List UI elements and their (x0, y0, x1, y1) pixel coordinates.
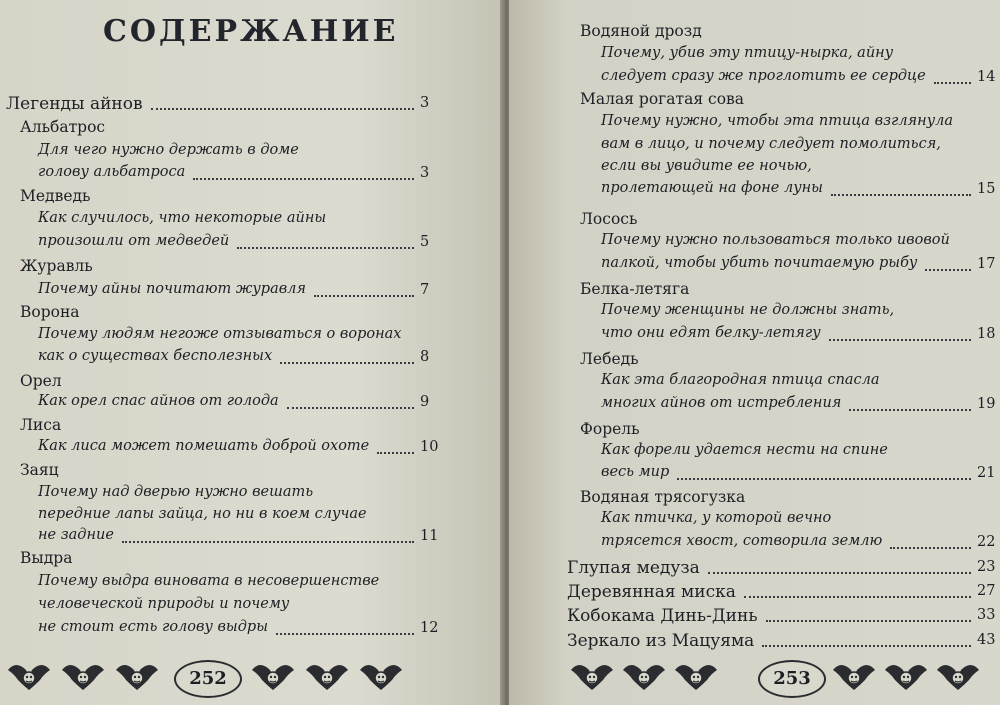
toc-entry: Малая рогатая сова (580, 90, 745, 108)
dot-leader (744, 596, 971, 598)
dot-leader (708, 572, 971, 574)
dot-leader (237, 247, 414, 249)
toc-subtitle: Почему женщины не должны знать, (601, 302, 895, 318)
toc-subtitle: Как птичка, у которой вечно (601, 510, 832, 526)
toc-subtitle: весь мир (601, 464, 670, 480)
page-number-left: 252 (174, 660, 242, 698)
dot-leader (766, 620, 971, 622)
toc-subtitle: передние лапы зайца, но ни в коем случае (38, 506, 367, 522)
dot-leader (677, 478, 971, 480)
toc-page-number: 23 (977, 559, 996, 575)
toc-entry: Легенды айнов (6, 94, 143, 114)
toc-page-number: 11 (420, 528, 439, 544)
dot-leader (151, 108, 414, 110)
dot-leader (280, 362, 414, 364)
dot-leader (829, 339, 971, 341)
toc-page-number: 3 (420, 95, 430, 111)
toc-page-number: 22 (977, 534, 996, 550)
winged-face-icon (569, 656, 615, 696)
toc-subtitle: следует сразу же проглотить ее сердце (601, 68, 926, 84)
toc-entry: Форель (580, 420, 640, 438)
toc-subtitle: человеческой природы и почему (38, 596, 290, 612)
toc-entry: Деревянная миска (567, 582, 736, 602)
winged-face-icon (358, 656, 404, 696)
toc-entry: Лиса (20, 416, 62, 434)
dot-leader (849, 409, 971, 411)
toc-page-number: 33 (977, 607, 996, 623)
toc-subtitle: Почему выдра виновата в несовершенстве (38, 573, 380, 589)
dot-leader (193, 178, 414, 180)
winged-face-icon (250, 656, 296, 696)
toc-entry: Медведь (20, 187, 91, 205)
toc-subtitle: палкой, чтобы убить почитаемую рыбу (601, 255, 918, 271)
toc-page-number: 5 (420, 234, 430, 250)
toc-page-number: 9 (420, 394, 430, 410)
dot-leader (314, 295, 414, 297)
dot-leader (890, 547, 971, 549)
right-page (509, 0, 1000, 705)
toc-page-number: 3 (420, 165, 430, 181)
toc-page-number: 15 (977, 181, 996, 197)
toc-page-number: 8 (420, 349, 430, 365)
toc-entry: Заяц (20, 461, 59, 479)
toc-page-number: 12 (420, 620, 439, 636)
toc-subtitle: если вы увидите ее ночью, (601, 158, 812, 174)
dot-leader (377, 452, 414, 454)
toc-subtitle: Почему над дверью нужно вешать (38, 484, 314, 500)
toc-subtitle: трясется хвост, сотворила землю (601, 533, 883, 549)
dot-leader (276, 633, 414, 635)
toc-subtitle: не стоит есть голову выдры (38, 619, 269, 635)
toc-entry: Глупая медуза (567, 558, 700, 578)
toc-subtitle: Почему нужно, чтобы эта птица взглянула (601, 113, 954, 129)
winged-face-icon (304, 656, 350, 696)
toc-page-number: 14 (977, 69, 996, 85)
toc-page-number: 10 (420, 439, 439, 455)
toc-page-number: 7 (420, 282, 430, 298)
winged-face-icon (114, 656, 160, 696)
toc-entry: Белка-летяга (580, 280, 690, 298)
toc-entry: Лебедь (580, 350, 639, 368)
dot-leader (122, 541, 414, 543)
dot-leader (925, 269, 971, 271)
toc-subtitle: Как случилось, что некоторые айны (38, 210, 327, 226)
toc-subtitle: произошли от медведей (38, 233, 230, 249)
toc-entry: Альбатрос (20, 118, 106, 136)
toc-subtitle: Как лиса может помешать доброй охоте (38, 438, 370, 454)
toc-entry: Журавль (20, 257, 93, 275)
toc-subtitle: голову альбатроса (38, 164, 186, 180)
toc-entry: Кобокама Динь-Динь (567, 606, 758, 626)
toc-subtitle: Как эта благородная птица спасла (601, 372, 880, 388)
toc-subtitle: Как форели удается нести на спине (601, 442, 888, 458)
dot-leader (287, 407, 414, 409)
toc-subtitle: Почему, убив эту птицу-нырка, айну (601, 45, 894, 61)
dot-leader (762, 645, 971, 647)
toc-entry: Лосось (580, 210, 638, 228)
contents-heading: СОДЕРЖАНИЕ (103, 14, 399, 49)
toc-subtitle: пролетающей на фоне луны (601, 180, 823, 196)
toc-subtitle: как о существах бесполезных (38, 348, 273, 364)
toc-subtitle: Почему нужно пользоваться только ивовой (601, 232, 950, 248)
winged-face-icon (673, 656, 719, 696)
dot-leader (831, 194, 971, 196)
toc-subtitle: Почему айны почитают журавля (38, 281, 307, 297)
toc-page-number: 43 (977, 632, 996, 648)
toc-subtitle: не задние (38, 527, 114, 543)
toc-subtitle: Как орел спас айнов от голода (38, 393, 279, 409)
toc-page-number: 27 (977, 583, 996, 599)
toc-subtitle: вам в лицо, и почему следует помолиться, (601, 136, 941, 152)
toc-page-number: 19 (977, 396, 996, 412)
winged-face-icon (60, 656, 106, 696)
toc-entry: Ворона (20, 303, 80, 321)
winged-face-icon (831, 656, 877, 696)
toc-entry: Орел (20, 372, 62, 390)
winged-face-icon (6, 656, 52, 696)
toc-page-number: 18 (977, 326, 996, 342)
winged-face-icon (935, 656, 981, 696)
toc-subtitle: многих айнов от истребления (601, 395, 842, 411)
toc-entry: Зеркало из Мацуяма (567, 631, 755, 651)
toc-entry: Водяная трясогузка (580, 488, 746, 506)
toc-entry: Выдра (20, 549, 73, 567)
toc-subtitle: Для чего нужно держать в доме (38, 142, 299, 158)
page-number-right: 253 (758, 660, 826, 698)
toc-subtitle: Почему людям негоже отзываться о воронах (38, 326, 402, 342)
toc-entry: Водяной дрозд (580, 22, 702, 40)
winged-face-icon (883, 656, 929, 696)
toc-page-number: 21 (977, 465, 996, 481)
dot-leader (934, 82, 971, 84)
toc-subtitle: что они едят белку-летягу (601, 325, 821, 341)
toc-page-number: 17 (977, 256, 996, 272)
winged-face-icon (621, 656, 667, 696)
